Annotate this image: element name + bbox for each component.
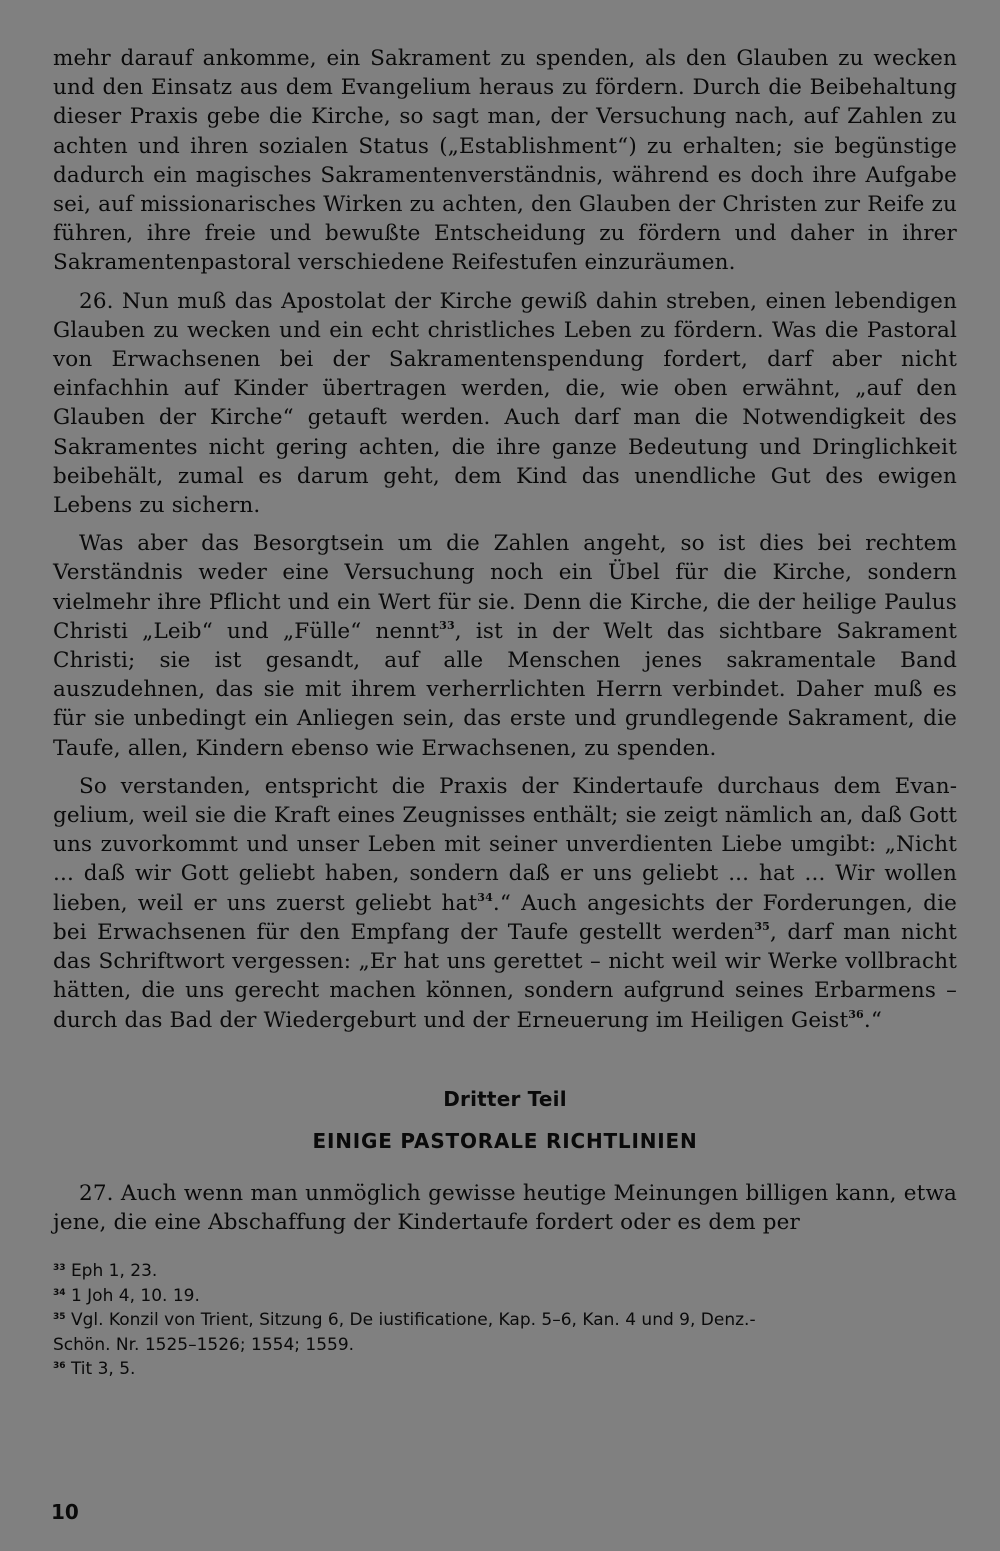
footnote-33 — [53, 1259, 957, 1284]
footnote-text: Vgl. Konzil von Trient, Sitzung 6, De iustificatione, Kap. 5–6, Kan. 4 und 9, Denz.- — [70, 1310, 756, 1331]
paragraph-27: 27. Auch wenn man unmöglich gewisse heutige Meinungen billigen kann, etwa jene, die eine Abschaffung der Kindertaufe fordert oder es dem per — [53, 1180, 957, 1235]
footnote-36 — [53, 1357, 957, 1382]
part-heading: Dritter Teil — [443, 1086, 567, 1111]
footnote-ref-34: 34 — [477, 890, 493, 904]
paragraph-text: , darf man nicht das Schriftwort vergessen: „Er hat uns gerettet – nicht weil wir Werke vollbracht hätten, die uns gerecht machen können, sondern aufgrund seines Erbarmens – durch das Bad der Wiedergeburt und der Erneuerung im Heiligen Geist — [53, 919, 957, 1033]
page-number: 10 — [51, 1500, 79, 1524]
body-text — [53, 44, 957, 1035]
paragraph-text: .“ Auch angesichts der Forderungen, die bei Erwachsenen für den Empfang der Taufe gestellt werden — [53, 890, 957, 945]
footnote-ref-33: 33 — [439, 618, 455, 632]
footnote-text: Eph 1, 23. — [70, 1261, 158, 1282]
document-page — [53, 44, 957, 1382]
paragraph-text: Was aber das Besorgtsein um die Zahlen angeht, so ist dies bei rechtem Verständnis weder eine Versuchung noch ein Übel für die Kirche, sondern vielmehr ihre Pflicht und ein Wert für sie. Denn die Kirche, die der heilige Paulus Christi „Leib“ und „Fülle“ nennt — [53, 531, 957, 644]
paragraph-26: 26. Nun muß das Apostolat der Kirche gewiß dahin streben, einen lebendigen Glauben zu wecken und ein echt christliches Leben zu fördern. Was die Pastoral von Erwachsenen bei der Sakramentenspendung fordert, darf aber nicht einfachhin auf Kinder übertragen werden, die, wie oben erwähnt, „auf den Glauben der Kirche“ getauft werden. Auch darf man die Notwendigkeit des Sakramentes nicht gering achten, die ihre ganze Bedeutung und Dringlichkeit beibehält, zumal es darum geht, dem Kind das unendliche Gut des ewigen Lebens zu sichern. — [53, 288, 957, 519]
paragraph-numbers-concern — [53, 529, 957, 763]
paragraph-continued: mehr darauf ankomme, ein Sakrament zu spenden, als den Glauben zu wecken und den Einsatz aus dem Evangelium heraus zu fördern. Durch die Beibehaltung dieser Praxis gebe die Kirche, so sagt man, der Versuchung nach, auf Zahlen zu achten und ihren sozialen Status („Establishment“) zu erhalten; sie begünstige dadurch ein magisches Sakramentenverständnis, während es doch ihre Aufgabe sei, auf missionarisches Wirken zu achten, den Glauben der Christen zur Reife zu führen, ihre freie und bewußte Entscheidung zu fördern und daher in ihrer Sakramentenpastoral verschiedene Reifestufen einzuräumen. — [53, 46, 957, 276]
footnotes — [53, 1259, 957, 1382]
footnote-35 — [53, 1308, 957, 1333]
section-heading: EINIGE PASTORALE RICHTLINIEN — [312, 1128, 698, 1153]
footnote-ref-35: 35 — [754, 919, 770, 933]
footnote-text: 1 Joh 4, 10. 19. — [70, 1285, 200, 1306]
paragraph-text: So verstanden, entspricht die Praxis der Kindertaufe durchaus dem Evangelium, weil sie die Kraft eines Zeugnisses enthält; sie zeigt nämlich an, daß Gott uns zuvorkommt und unser Leben mit seiner unverdienten Liebe umgibt: „Nicht ... daß wir Gott geliebt haben, sondern daß er uns geliebt ... hat ... Wir wollen lieben, weil er uns zuerst geliebt hat — [53, 773, 957, 916]
footnote-35-continued: Schön. Nr. 1525–1526; 1554; 1559. — [53, 1334, 355, 1355]
footnote-number: 36 — [53, 1361, 66, 1372]
footnote-number: 33 — [53, 1263, 66, 1274]
paragraph-infant-baptism — [53, 772, 957, 1035]
body-text-part-three — [53, 1179, 957, 1237]
footnote-34 — [53, 1284, 957, 1309]
paragraph-text: .“ — [863, 1007, 882, 1033]
footnote-number: 35 — [53, 1312, 66, 1323]
footnote-ref-36: 36 — [848, 1007, 864, 1021]
paragraph-text: , ist in der Welt das sichtbare Sakrament Christi; sie ist gesandt, auf alle Menschen jenes sakramentale Band auszudehnen, das sie mit ihrem verherrlichten Herrn verbindet. Daher muß es für sie unbedingt ein Anliegen sein, das erste und grundlegende Sakrament, die Taufe, allen, Kindern ebenso wie Erwachsenen, zu spenden. — [53, 618, 957, 761]
footnote-number: 34 — [53, 1287, 66, 1298]
footnote-text: Tit 3, 5. — [70, 1359, 136, 1380]
